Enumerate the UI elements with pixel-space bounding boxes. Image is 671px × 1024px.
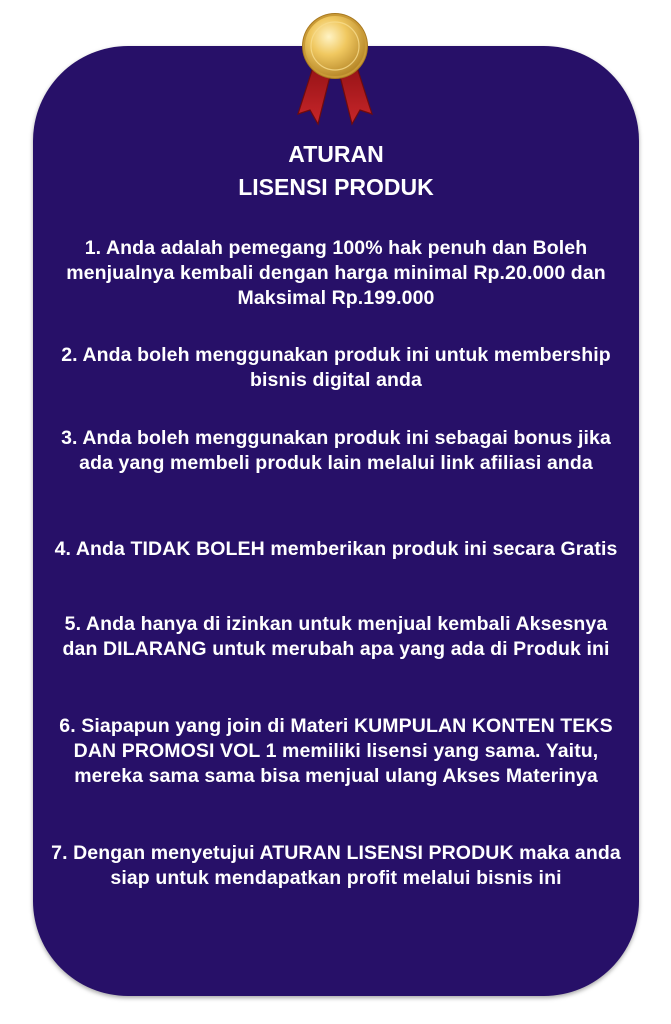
rule-item-7: 7. Dengan menyetujui ATURAN LISENSI PRODUK maka anda siap untuk mendapatkan profit melalui bisnis ini <box>51 842 621 889</box>
rule-item-4: 4. Anda TIDAK BOLEH memberikan produk ini secara Gratis <box>54 538 618 560</box>
rule-item-3: 3. Anda boleh menggunakan produk ini sebagai bonus jika ada yang membeli produk lain melalui link afiliasi anda <box>61 427 611 474</box>
rule-item-1: 1. Anda adalah pemegang 100% hak penuh dan Boleh menjualnya kembali dengan harga minimal Rp.20.000 dan Maksimal Rp.199.000 <box>66 237 606 309</box>
rule-item-2: 2. Anda boleh menggunakan produk ini untuk membership bisnis digital anda <box>61 344 611 391</box>
page-title-line-2: LISENSI PRODUK <box>238 174 434 200</box>
page-title-line-1: ATURAN <box>288 141 384 167</box>
rule-item-5: 5. Anda hanya di izinkan untuk menjual kembali Aksesnya dan DILARANG untuk merubah apa yang ada di Produk ini <box>62 613 610 660</box>
rule-item-6: 6. Siapapun yang join di Materi KUMPULAN KONTEN TEKS DAN PROMOSI VOL 1 memiliki lisensi yang sama. Yaitu, mereka sama sama bisa menjual ulang Akses Materinya <box>59 715 613 787</box>
award-medal-icon <box>286 6 384 136</box>
